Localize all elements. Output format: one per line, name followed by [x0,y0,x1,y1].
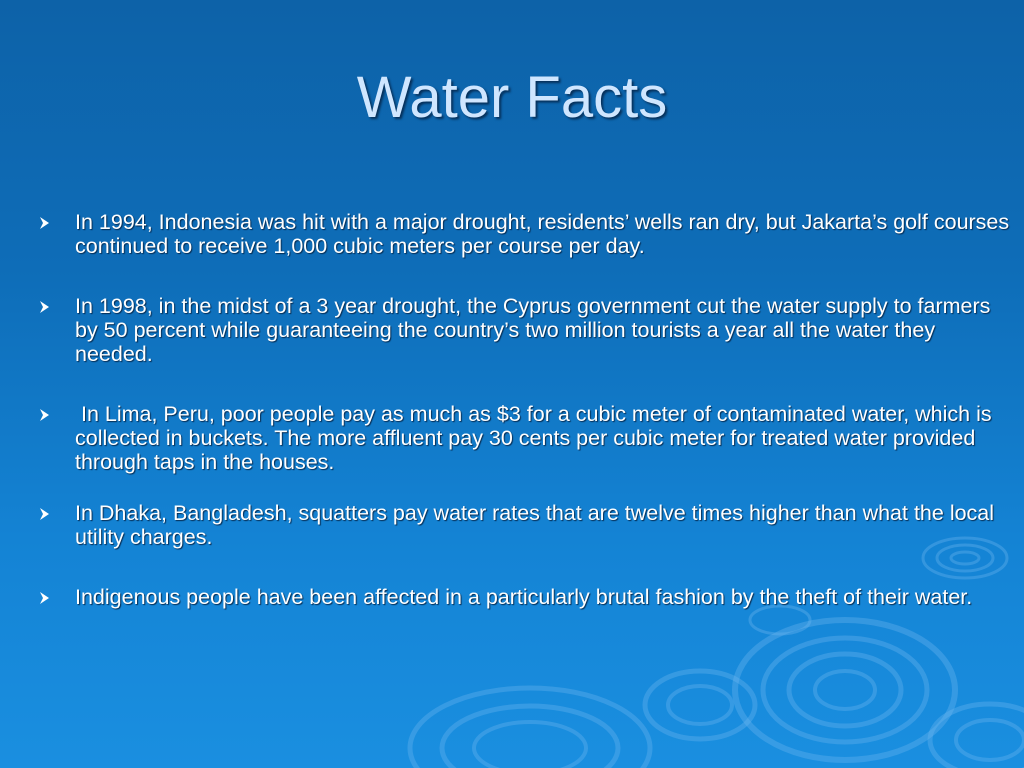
arrow-bullet-icon [38,408,52,422]
arrow-bullet-icon [38,507,52,521]
bullet-text: In 1998, in the midst of a 3 year drought, the Cyprus government cut the water supply to farmers by 50 percent while guaranteeing the country’s two million tourists a year all the water they needed. [75,294,991,366]
slide-title: Water Facts [356,65,668,130]
bullet-text: Indigenous people have been affected in a particularly brutal fashion by the theft of their water. [75,585,973,609]
bullet-item [38,294,1018,366]
bullet-text: In 1994, Indonesia was hit with a major drought, residents’ wells ran dry, but Jakarta’s golf courses continued to receive 1,000 cubic meters per course per day. [75,210,1010,258]
bullet-item [38,210,1018,258]
arrow-bullet-icon [38,216,52,230]
bullet-text: In Dhaka, Bangladesh, squatters pay water rates that are twelve times higher than what the local utility charges. [75,501,995,549]
bullet-item [38,585,1018,609]
bullet-list [38,210,1018,645]
bullet-item [38,501,1018,549]
arrow-bullet-icon [38,300,52,314]
bullet-text: In Lima, Peru, poor people pay as much as $3 for a cubic meter of contaminated water, which is collected in buckets. The more affluent pay 30 cents per cubic meter for treated water provided through taps in the houses. [75,402,998,474]
arrow-bullet-icon [38,591,52,605]
bullet-item [38,402,1018,474]
